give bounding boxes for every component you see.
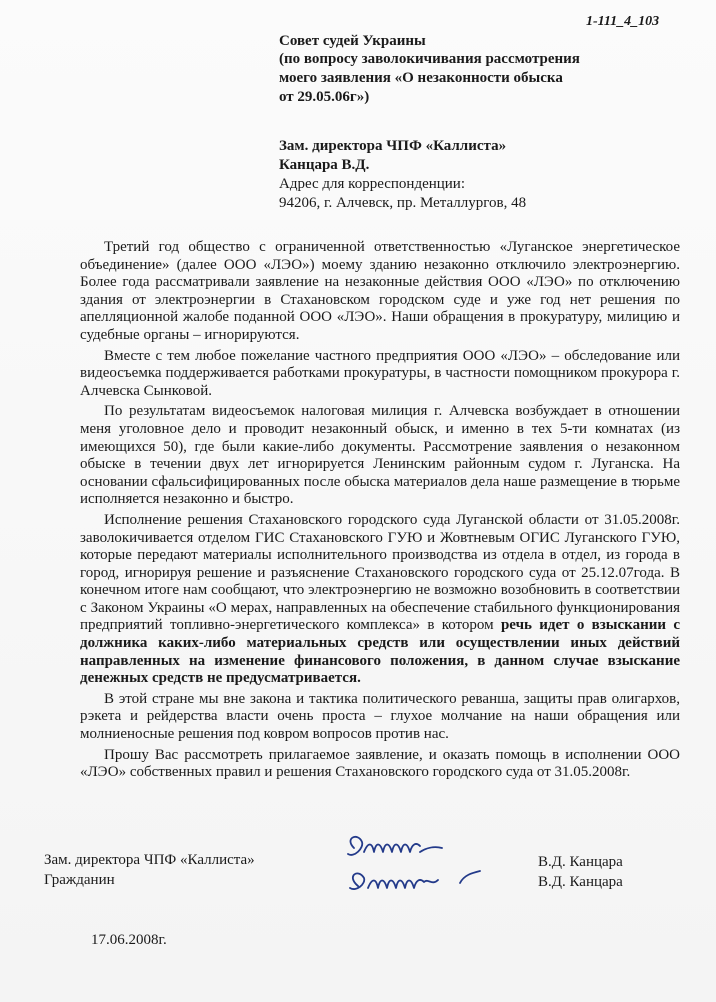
paragraph-4-bold: речь идет о взыскании с должника каких-либо материальных средств или осуществлении иных действий направленных на изменение финансового положения, в данном случае взыскание денежных средств не предусматривается. (80, 617, 680, 687)
address: 94206, г. Алчевск, пр. Металлургов, 48 (279, 195, 527, 211)
paragraph-4 (80, 512, 680, 688)
subject-line-1: (по вопросу заволокичивания рассмотрения (279, 51, 580, 67)
address-label: Адрес для корреспонденции: (279, 176, 466, 192)
signature-names (538, 852, 623, 892)
paragraph-1: Третий год общество с ограниченной ответственностью «Луганское энергетическое объединение» (далее ООО «ЛЭО») моему зданию незаконно отключило электроэнергию. Более года рассматривали заявление на незаконные действия ООО «ЛЭО» по отключению здания от электроэнергии в Стахановском городском суде и уже год нет решения по апелляционной жалобе поданной ООО «ЛЭО». Наши обращения в прокуратуру, милицию и судебные органы – игнорируются. (80, 239, 680, 343)
sender-name: Канцара В.Д. (279, 157, 370, 173)
document-id: 1-111_4_103 (586, 14, 660, 29)
subject-line-2: моего заявления «О незаконности обыска (279, 70, 563, 86)
letter-body (80, 239, 680, 785)
recipient: Совет судей Украины (279, 33, 426, 49)
signatory-title: Зам. директора ЧПФ «Каллиста» (44, 852, 255, 868)
sender-block (279, 137, 699, 213)
signature-name-1: В.Д. Канцара (538, 854, 623, 870)
paragraph-4-plain: Исполнение решения Стахановского городского суда Луганской области от 31.05.2008г. заволокичивается отделом ГИС Стахановского ГУЮ и Жовтневым ОГИС Луганского ГУЮ, которые передают материалы исполнительного производства из отдела в отдел, из города в город, игнорируя решение и разъяснение Стахановского городского суда от 25.12.07года. В конечном итоге нам сообщают, что электроэнергию не возможно возобновить в соответствии с Законом Украины «О мерах, направленных на обеспечение стабильного функционирования предприятий топливно-энергетического комплекса» в котором (80, 511, 680, 634)
signatory-role: Гражданин (44, 872, 115, 888)
paragraph-6: Прошу Вас рассмотреть прилагаемое заявление, и оказать помощь в исполнении ООО «ЛЭО» собственных правил и решения Стахановского городского суда от 31.05.2008г. (80, 746, 680, 781)
handwritten-signature (340, 828, 490, 903)
letter-date: 17.06.2008г. (91, 932, 167, 948)
paragraph-3: По результатам видеосъемок налоговая милиция г. Алчевска возбуждает в отношении меня уголовное дело и проводит незаконный обыск, и именно в тех 5-ти комнатах (из имеющихся 50), где были какие-либо документы. Рассмотрение заявления о незаконном обыске в течении двух лет игнорируется Ленинским районным судом г. Луганска. На основании сфальсифицированных после обыска материалов дела наше размещение в тюрьме исполняется незаконно и быстро. (80, 403, 680, 508)
sender-position: Зам. директора ЧПФ «Каллиста» (279, 138, 507, 154)
signature-name-2: В.Д. Канцара (538, 874, 623, 890)
signatory-block (44, 850, 255, 890)
addressee-block (279, 32, 699, 107)
paragraph-2: Вместе с тем любое пожелание частного предприятия ООО «ЛЭО» – обследование или видеосъемка поддерживается работками прокуратуры, в частности помощником прокурора г. Алчевска Сынковой. (80, 347, 680, 399)
paragraph-5: В этой стране мы вне закона и тактика политического реванша, защиты прав олигархов, рэкета и рейдерства власти очень проста – глухое молчание на наши обращения или молниеносные решения под ковром вопросов против нас. (80, 690, 680, 743)
subject-line-3: от 29.05.06г») (279, 89, 370, 105)
